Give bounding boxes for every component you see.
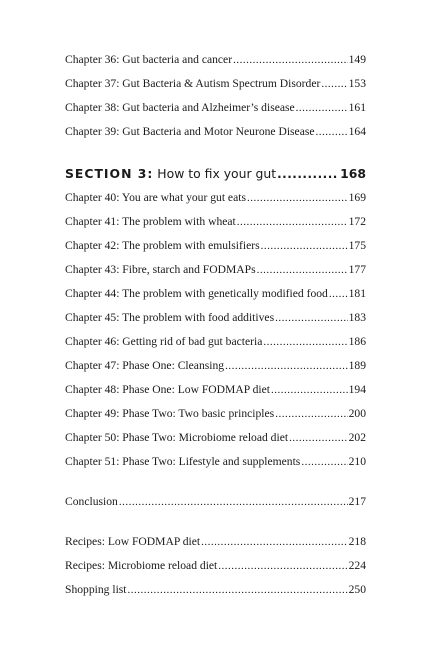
toc-entry-chapter-41[interactable]	[65, 214, 366, 230]
dot-leader	[321, 76, 347, 92]
dot-leader	[128, 582, 348, 598]
toc-entry-page: 161	[348, 101, 366, 114]
toc-entry-recipes-microbiome[interactable]	[65, 558, 366, 574]
toc-entry-page: 169	[348, 191, 366, 204]
toc-entry-title: Chapter 36: Gut bacteria and cancer	[65, 53, 233, 66]
toc-entry-chapter-50[interactable]	[65, 430, 366, 446]
toc-entry-title: Shopping list	[65, 583, 127, 596]
toc-section-3-heading[interactable]	[65, 164, 366, 184]
toc-entry-page: 224	[348, 559, 366, 572]
dot-leader	[296, 100, 348, 116]
toc-entry-page: 186	[348, 335, 366, 348]
toc-entry-title: Chapter 48: Phase One: Low FODMAP diet	[65, 383, 271, 396]
dot-leader	[257, 262, 348, 278]
toc-entry-chapter-47[interactable]	[65, 358, 366, 374]
toc-entry-title: Recipes: Microbiome reload diet	[65, 559, 218, 572]
toc-entry-page: 189	[348, 359, 366, 372]
toc-entry-chapter-44[interactable]	[65, 286, 366, 302]
toc-entry-title: Conclusion	[65, 495, 118, 508]
section-heading	[65, 164, 276, 184]
toc-entry-page: 217	[348, 495, 366, 508]
toc-entry-chapter-48[interactable]	[65, 382, 366, 398]
dot-leader	[218, 558, 347, 574]
toc-entry-page: 200	[348, 407, 366, 420]
dot-leader	[225, 358, 348, 374]
toc-entry-page: 218	[348, 535, 366, 548]
toc-entry-title: Chapter 38: Gut bacteria and Alzheimer’s disease	[65, 101, 295, 114]
dot-leader	[316, 124, 348, 140]
dot-leader	[119, 494, 348, 510]
section-title: How to fix your gut	[157, 166, 277, 181]
toc-entry-title: Chapter 49: Phase Two: Two basic principles	[65, 407, 275, 420]
toc-entry-title: Chapter 40: You are what your gut eats	[65, 191, 246, 204]
toc-entry-title: Chapter 43: Fibre, starch and FODMAPs	[65, 263, 256, 276]
toc-entry-title: Chapter 41: The problem with wheat	[65, 215, 236, 228]
dot-leader	[271, 382, 348, 398]
toc-entry-title: Chapter 46: Getting rid of bad gut bacteria	[65, 335, 263, 348]
toc-entry-title: Chapter 50: Phase Two: Microbiome reload diet	[65, 431, 289, 444]
dot-leader	[201, 534, 347, 550]
toc-entry-recipes-low-fodmap[interactable]	[65, 534, 366, 550]
dot-leader	[329, 286, 348, 302]
toc-entry-chapter-42[interactable]	[65, 238, 366, 254]
toc-entry-chapter-36[interactable]	[65, 52, 366, 68]
dot-leader	[301, 454, 347, 470]
toc-entry-title: Chapter 42: The problem with emulsifiers	[65, 239, 260, 252]
toc-entry-chapter-46[interactable]	[65, 334, 366, 350]
dot-leader	[233, 52, 348, 68]
toc-entry-page: 153	[348, 77, 366, 90]
toc-entry-page: 172	[348, 215, 366, 228]
dot-leader	[261, 238, 348, 254]
toc-entry-page: 175	[348, 239, 366, 252]
dot-leader	[275, 310, 348, 326]
toc-entry-chapter-45[interactable]	[65, 310, 366, 326]
dot-leader	[237, 214, 348, 230]
dot-leader	[277, 164, 339, 184]
toc-entry-page: 149	[348, 53, 366, 66]
toc-entry-page: 183	[348, 311, 366, 324]
dot-leader	[247, 190, 348, 206]
toc-entry-chapter-37[interactable]	[65, 76, 366, 92]
toc-entry-chapter-51[interactable]	[65, 454, 366, 470]
toc-entry-page: 250	[348, 583, 366, 596]
toc-entry-page: 164	[348, 125, 366, 138]
toc-entry-shopping-list[interactable]	[65, 582, 366, 598]
toc-entry-page: 194	[348, 383, 366, 396]
toc-entry-title: Chapter 45: The problem with food additives	[65, 311, 275, 324]
toc-entry-page: 202	[348, 431, 366, 444]
toc-entry-page: 177	[348, 263, 366, 276]
section-label: SECTION 3:	[65, 166, 154, 181]
dot-leader	[263, 334, 347, 350]
toc-entry-title: Recipes: Low FODMAP diet	[65, 535, 201, 548]
toc-entry-title: Chapter 51: Phase Two: Lifestyle and supplements	[65, 455, 301, 468]
toc-entry-title: Chapter 37: Gut Bacteria & Autism Spectrum Disorder	[65, 77, 321, 90]
toc-entry-chapter-39[interactable]	[65, 124, 366, 140]
toc-entry-page: 210	[348, 455, 366, 468]
dot-leader	[275, 406, 347, 422]
toc-entry-chapter-49[interactable]	[65, 406, 366, 422]
dot-leader	[289, 430, 348, 446]
toc-entry-title: Chapter 39: Gut Bacteria and Motor Neurone Disease	[65, 125, 315, 138]
toc-entry-page: 168	[340, 166, 366, 181]
toc-entry-title: Chapter 47: Phase One: Cleansing	[65, 359, 225, 372]
toc-entry-chapter-43[interactable]	[65, 262, 366, 278]
toc-entry-chapter-40[interactable]	[65, 190, 366, 206]
toc-entry-conclusion[interactable]	[65, 494, 366, 510]
toc-entry-title: Chapter 44: The problem with genetically modified food	[65, 287, 328, 300]
toc-entry-page: 181	[348, 287, 366, 300]
toc-entry-chapter-38[interactable]	[65, 100, 366, 116]
